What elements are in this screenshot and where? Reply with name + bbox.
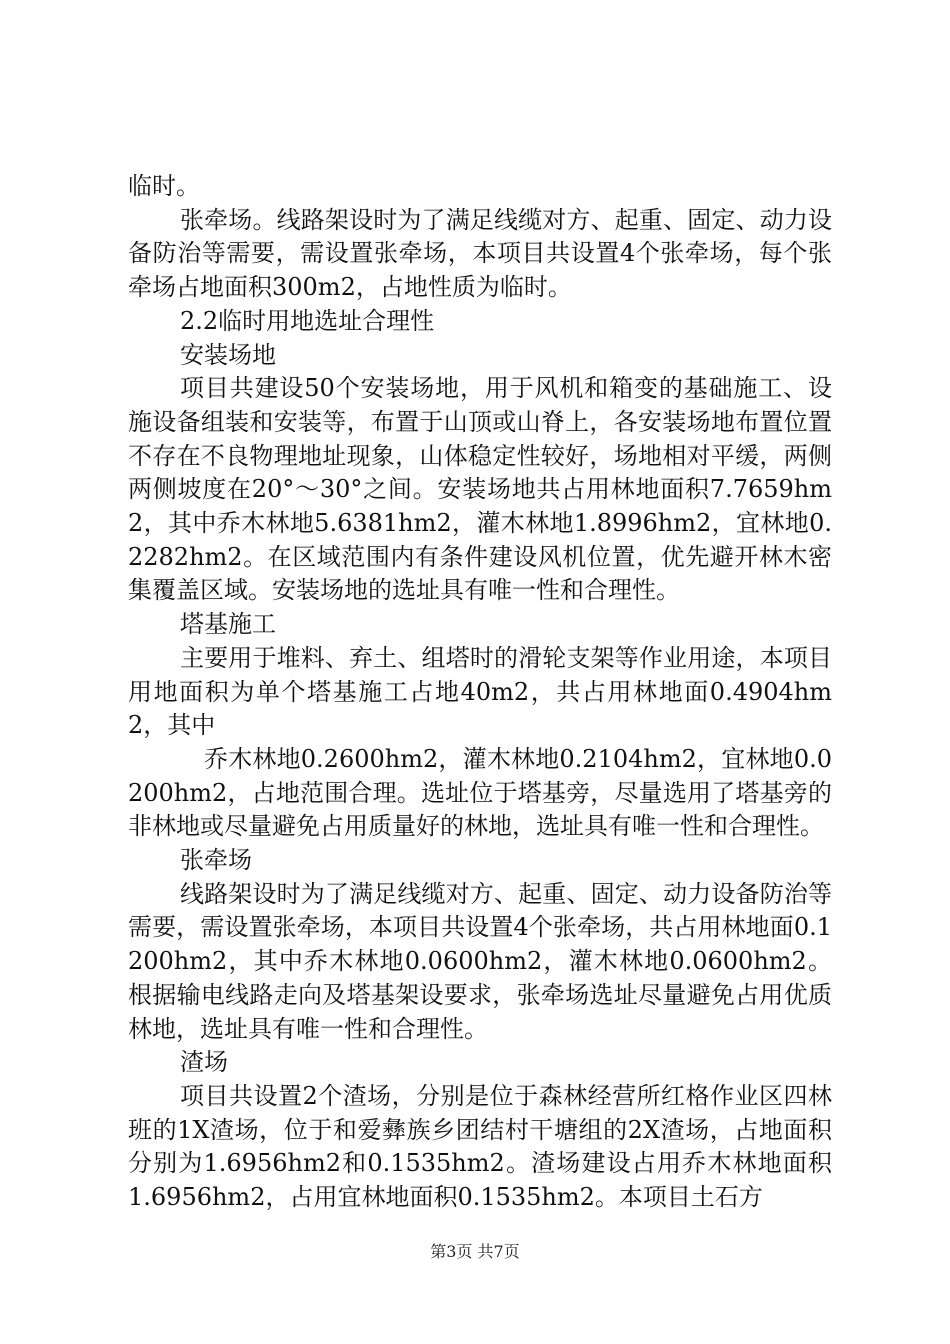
paragraph-tower-land-breakdown: 乔木林地0.2600hm2，灌木林地0.2104hm2，宜林地0.0200hm2，占地范围合理。选址位于塔基旁，尽量选用了塔基旁的非林地或尽量避免占用质量好的林地，选址具有唯一性和合理性。: [128, 744, 832, 841]
page-footer: 第3页 共7页: [430, 1242, 520, 1261]
paragraph-tension-site: 线路架设时为了满足线缆对方、起重、固定、动力设备防治等需要，需设置张牵场，本项目共设置4个张牵场，共占用林地面0.1200hm2，其中乔木林地0.0600hm2，灌木林地0.0600hm2。根据输电线路走向及塔基架设要求，张牵场选址尽量避免占用优质林地，选址具有唯一性和合理性。: [128, 879, 832, 1043]
subheading-spoil-ground: 渣场: [180, 1048, 228, 1077]
paragraph-tension-site-intro: 张牵场。线路架设时为了满足线缆对方、起重、固定、动力设备防治等需要，需设置张牵场，本项目共设置4个张牵场，每个张牵场占地面积300m2，占地性质为临时。: [128, 205, 832, 302]
paragraph-continuation: 临时。: [128, 172, 200, 200]
paragraph-tower-construction: 主要用于堆料、弃土、组塔时的滑轮支架等作业用途，本项目用地面积为单个塔基施工占地40m2，共占用林地面0.4904hm2，其中: [128, 643, 832, 740]
subheading-tension-site: 张牵场: [180, 846, 252, 875]
paragraph-installation-site: 项目共建设50个安装场地，用于风机和箱变的基础施工、设施设备组装和安装等，布置于山顶或山脊上，各安装场地布置位置不存在不良物理地址现象，山体稳定性较好，场地相对平缓，两侧两侧坡度在20°～30°之间。安装场地共占用林地面积7.7659hm2，其中乔木林地5.6381hm2，灌木林地1.8996hm2，宜林地0.2282hm2。在区域范围内有条件建设风机位置，优先避开林木密集覆盖区域。安装场地的选址具有唯一性和合理性。: [128, 374, 832, 605]
paragraph-spoil-ground: 项目共设置2个渣场，分别是位于森林经营所红格作业区四林班的1X渣场，位于和爱彝族乡团结村干塘组的2X渣场，占地面积分别为1.6956hm2和0.1535hm2。渣场建设占用乔木林地面积1.6956hm2，占用宜林地面积0.1535hm2。本项目土石方: [128, 1081, 832, 1212]
section-heading-site-selection: 2.2临时用地选址合理性: [180, 306, 435, 335]
subheading-installation-site: 安装场地: [180, 340, 276, 369]
subheading-tower-construction: 塔基施工: [180, 610, 276, 639]
document-body: [128, 170, 832, 1215]
